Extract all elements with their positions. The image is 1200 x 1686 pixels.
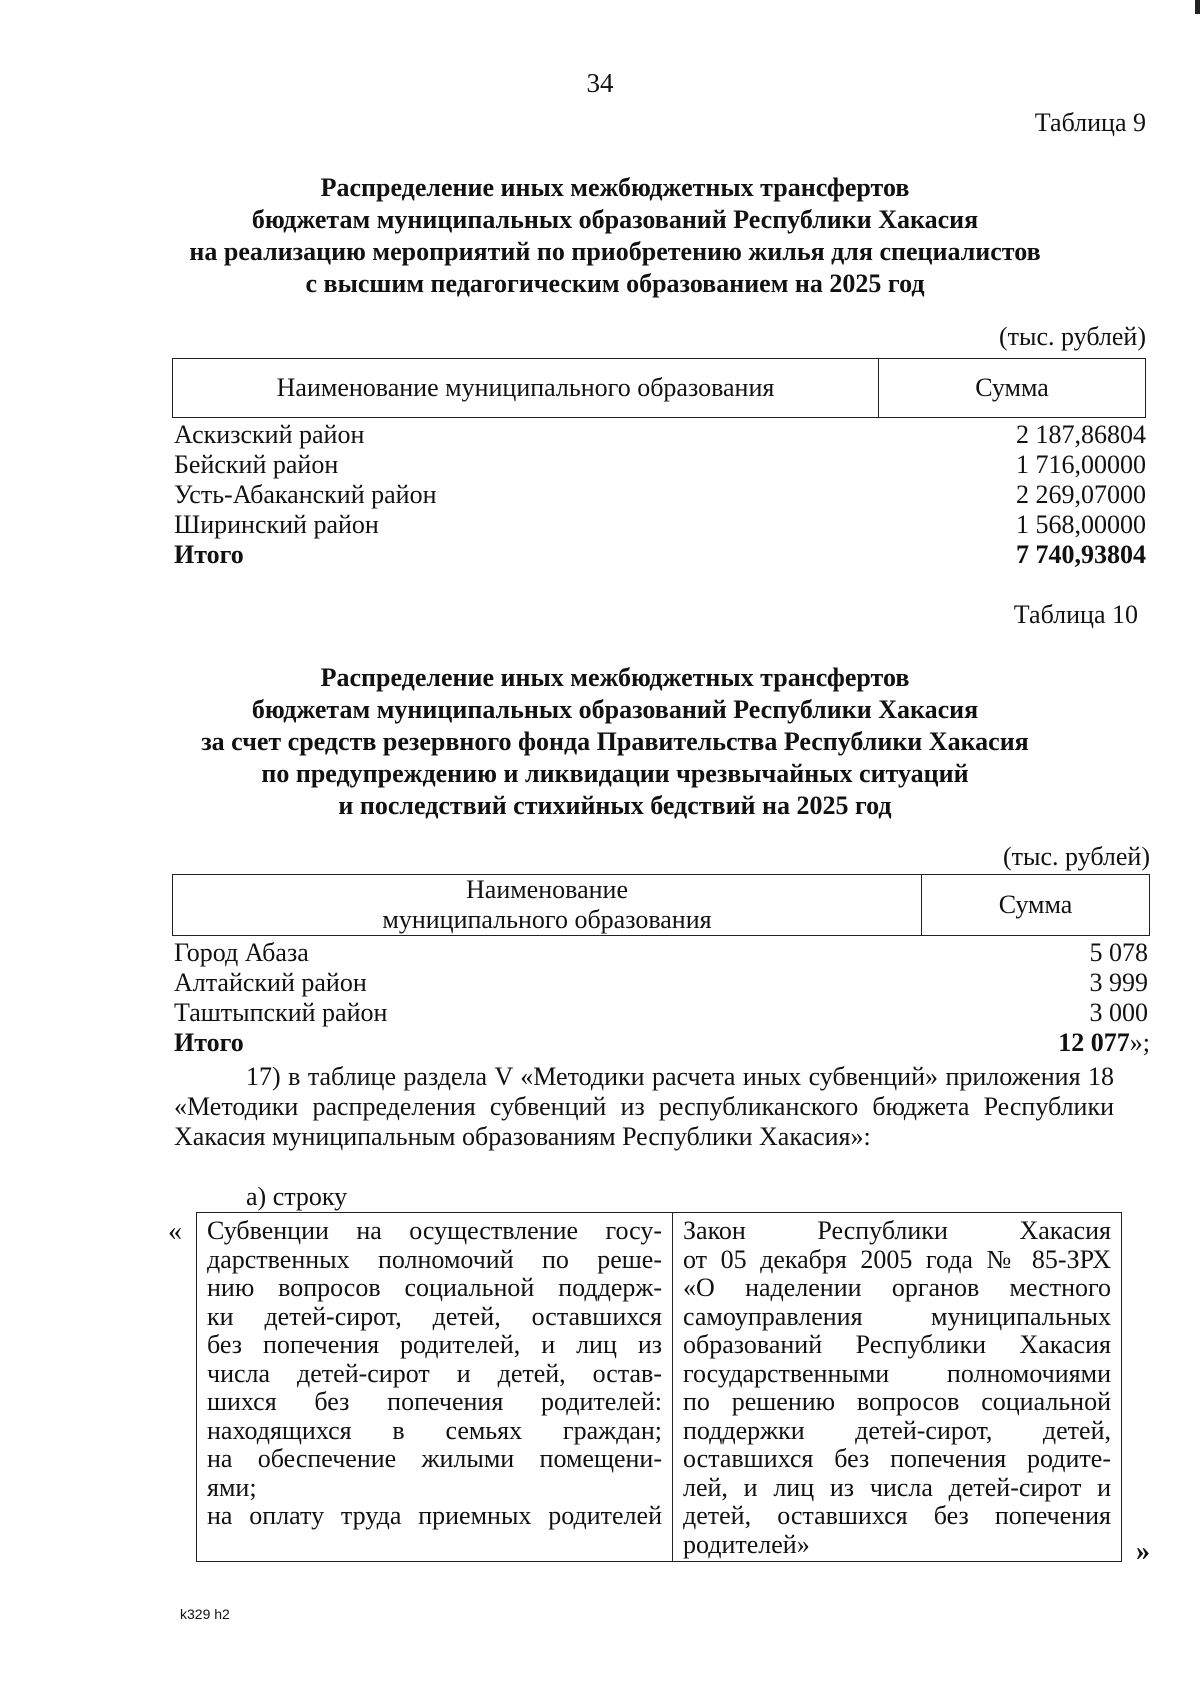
table9-header-name: Наименование муниципального образования — [173, 359, 879, 417]
right-cell-line: оставшихся без попечения родите- — [683, 1444, 1111, 1473]
table9-header-sum: Сумма — [975, 373, 1049, 402]
right-cell-line: лей, и лиц из числа детей-сирот и — [683, 1472, 1111, 1502]
table10-unit: (тыс. рублей) — [1002, 842, 1150, 871]
table9-header — [172, 358, 1146, 418]
row-name: Таштыпский район — [174, 998, 388, 1027]
table9-title-line: на реализацию мероприятий по приобретению жилья для специалистов — [189, 237, 1041, 266]
row-name: Алтайский район — [174, 968, 367, 997]
total-label: Итого — [174, 1028, 244, 1057]
table10-title-line: Распределение иных межбюджетных трансфертов — [320, 663, 910, 692]
table10-header-name — [173, 875, 922, 935]
left-cell-line: дарственных полномочий по реше- — [207, 1244, 662, 1274]
row-sum: 1 716,00000 — [1016, 450, 1146, 479]
table-row — [174, 968, 1150, 998]
row-sum: 1 568,00000 — [1016, 510, 1146, 539]
table10-title-line: по предупреждению и ликвидации чрезвычайных ситуаций — [261, 759, 969, 788]
amendment-paragraph: 17) в таблице раздела V «Методики расчета иных субвенций» приложения 18 «Методики распределения субвенций из республиканского бюджета Республики Хакасия муниципальным образованиям Республики Хакасия»: — [174, 1062, 1114, 1151]
table-row — [174, 420, 1146, 450]
table-row — [174, 450, 1146, 480]
left-cell-line: ями; — [207, 1472, 257, 1502]
law-table — [196, 1212, 1122, 1562]
total-label: Итого — [174, 540, 244, 569]
left-cell-line: числа детей-сирот и детей, остав- — [207, 1358, 662, 1388]
close-quote: » — [1136, 1536, 1150, 1567]
total-sum: 12 077 — [1058, 1028, 1130, 1057]
row-sum: 5 078 — [1089, 938, 1148, 967]
table-row — [174, 938, 1150, 968]
left-cell-line: на обеспечение жилыми помещени- — [207, 1444, 662, 1473]
table-row — [174, 480, 1146, 510]
table10-body — [174, 938, 1150, 1058]
row-name: Усть-Абаканский район — [174, 480, 437, 509]
total-sum: 7 740,93804 — [1016, 540, 1146, 569]
right-cell-line: Закон Республики Хакасия — [683, 1216, 1111, 1245]
row-sum: 3 999 — [1089, 968, 1148, 997]
table10-header-sum: Сумма — [998, 890, 1073, 919]
page-number: 34 — [586, 68, 614, 98]
table10-title — [160, 662, 1070, 822]
right-cell-line: образований Республики Хакасия — [683, 1330, 1111, 1359]
table9-body — [174, 420, 1146, 570]
left-cell-line: шихся без попечения родителей: — [207, 1387, 662, 1416]
right-cell-line: по решению вопросов социальной — [683, 1387, 1111, 1416]
row-sum: 2 187,86804 — [1016, 420, 1146, 449]
table10-title-line: и последствий стихийных бедствий на 2025 год — [338, 791, 892, 820]
right-cell-line: детей, оставшихся без попечения — [683, 1501, 1111, 1530]
row-name: Бейский район — [174, 450, 339, 479]
table9-label: Таблица 9 — [1034, 108, 1146, 137]
left-cell-line: ки детей-сирот, детей, оставшихся — [207, 1301, 662, 1331]
right-cell-line: поддержки детей-сирот, детей, — [683, 1415, 1111, 1445]
table-row — [174, 510, 1146, 540]
table9-title-line: Распределение иных межбюджетных трансфертов — [320, 173, 910, 202]
amendment-subitem: а) строку — [246, 1182, 348, 1211]
law-table-right-cell — [673, 1213, 1121, 1561]
left-cell-line: без попечения родителей, и лиц из — [207, 1330, 662, 1359]
left-cell-line: находящихся в семьях граждан; — [207, 1415, 662, 1445]
open-quote: « — [168, 1216, 182, 1247]
table10-label: Таблица 10 — [1013, 600, 1138, 629]
law-table-left-cell — [197, 1213, 673, 1561]
total-sum-wrap — [1058, 1028, 1150, 1058]
total-row — [174, 540, 1146, 570]
left-cell-line: Субвенции на осуществление госу- — [207, 1216, 662, 1245]
row-name: Город Абаза — [174, 938, 309, 967]
document-code: k329 h2 — [180, 1606, 230, 1622]
table9-unit: (тыс. рублей) — [998, 322, 1146, 351]
table10-title-line: за счет средств резервного фонда Правительства Республики Хакасия — [201, 727, 1029, 756]
table10-header-name-line2: муниципального образования — [382, 905, 712, 934]
row-name: Ширинский район — [174, 510, 379, 539]
total-tail: »; — [1129, 1028, 1150, 1057]
table10-title-line: бюджетам муниципальных образований Республики Хакасия — [251, 695, 979, 724]
right-cell-line: государственными полномочиями — [683, 1358, 1111, 1388]
right-cell-line: родителей» — [683, 1529, 810, 1559]
right-cell-line: «О наделении органов местного — [683, 1273, 1111, 1302]
left-cell-line: на оплату труда приемных родителей — [207, 1501, 662, 1530]
table10-header — [172, 874, 1150, 936]
right-cell-line: самоуправления муниципальных — [683, 1301, 1111, 1331]
row-sum: 2 269,07000 — [1016, 480, 1146, 509]
table9-title-line: бюджетам муниципальных образований Республики Хакасия — [251, 205, 979, 234]
left-cell-line: нию вопросов социальной поддерж- — [207, 1273, 662, 1302]
table9-title — [160, 172, 1070, 300]
row-sum: 3 000 — [1089, 998, 1148, 1027]
total-row — [174, 1028, 1150, 1058]
table-row — [174, 998, 1150, 1028]
scan-edge-mark — [1195, 0, 1200, 14]
row-name: Аскизский район — [174, 420, 365, 449]
table9-title-line: с высшим педагогическим образованием на 2025 год — [305, 269, 925, 298]
right-cell-line: от 05 декабря 2005 года № 85-ЗРХ — [683, 1244, 1111, 1274]
table10-header-name-line1: Наименование — [466, 875, 628, 904]
